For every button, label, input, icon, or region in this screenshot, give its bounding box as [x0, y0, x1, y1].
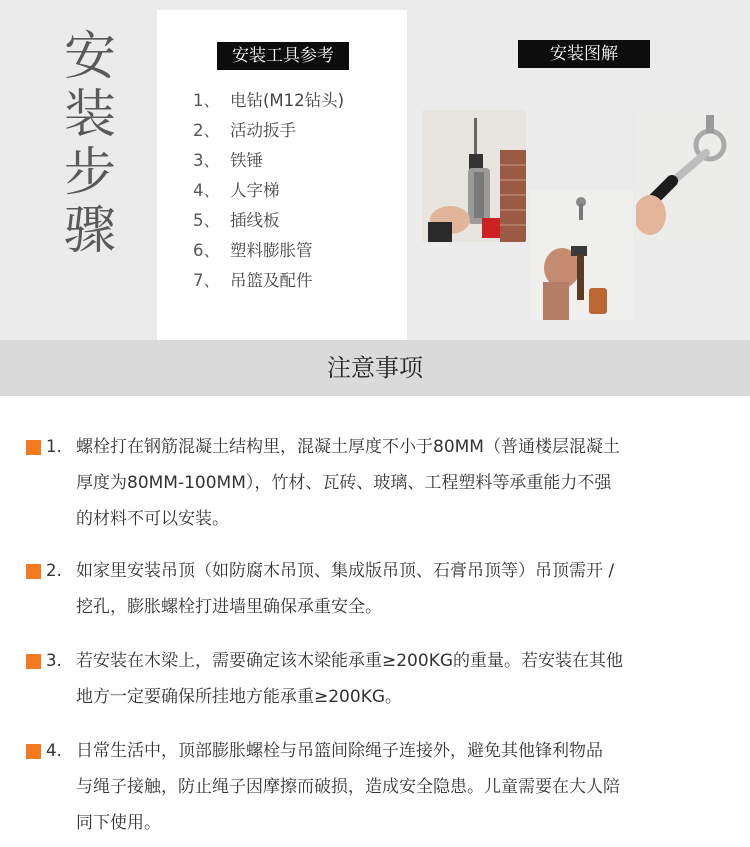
- install-steps-title: [56, 28, 124, 260]
- bullet-square: [26, 440, 41, 455]
- hammer-photo: [529, 190, 633, 320]
- bullet-square: [26, 744, 41, 759]
- diagram-heading: 安装图解: [518, 40, 650, 68]
- drill-photo: [422, 110, 526, 242]
- list-item: 7、 吊篮及配件: [193, 271, 313, 290]
- notice-list: 1. 螺栓打在钢筋混凝土结构里，混凝土厚度不小于80MM（普通楼层混凝土 厚度为80MM-100MM），竹材、瓦砖、玻璃、工程塑料等承重能力不强 的材料不可以安装。 2. 如家里安装吊顶（如防腐木吊顶、集成版吊顶、石膏吊顶等）吊顶需开 / 挖孔，膨胀螺栓打进墙里确保承重安全。 3. 若安装在木梁上，需要确定该木梁能承重≥200KG的重量。若安装在其他 地方一定要确保所挂地方能承重≥200KG。 4. 日常生活中，顶部膨胀螺栓与吊篮间除绳子连接外，避免其他锋利物品 与绳子接触，防止绳子因摩擦而破损，造成安全隐患。儿童需要在大人陪 同下使用。: [0, 396, 750, 847]
- install-steps-section: [0, 0, 750, 340]
- bullet-square: [26, 564, 41, 579]
- bullet-square: [26, 654, 41, 669]
- tools-panel: [157, 10, 407, 340]
- wrench-photo: [636, 111, 742, 242]
- title-char: 安: [63, 27, 116, 87]
- tools-list: [193, 86, 344, 296]
- title-char: 装: [63, 85, 116, 145]
- list-item: 2、 活动扳手: [193, 121, 296, 140]
- notice-heading: 注意事项: [0, 340, 750, 396]
- list-item: 3、 铁锤: [193, 151, 263, 170]
- list-item: 1、 电钻(M12钻头): [193, 91, 345, 110]
- title-char: 步: [63, 143, 116, 203]
- list-item: 4、 人字梯: [193, 181, 280, 200]
- tools-heading: 安装工具参考: [217, 42, 349, 70]
- title-char: 骤: [63, 201, 116, 261]
- list-item: 6、 塑料膨胀管: [193, 241, 313, 260]
- list-item: 5、 插线板: [193, 211, 280, 230]
